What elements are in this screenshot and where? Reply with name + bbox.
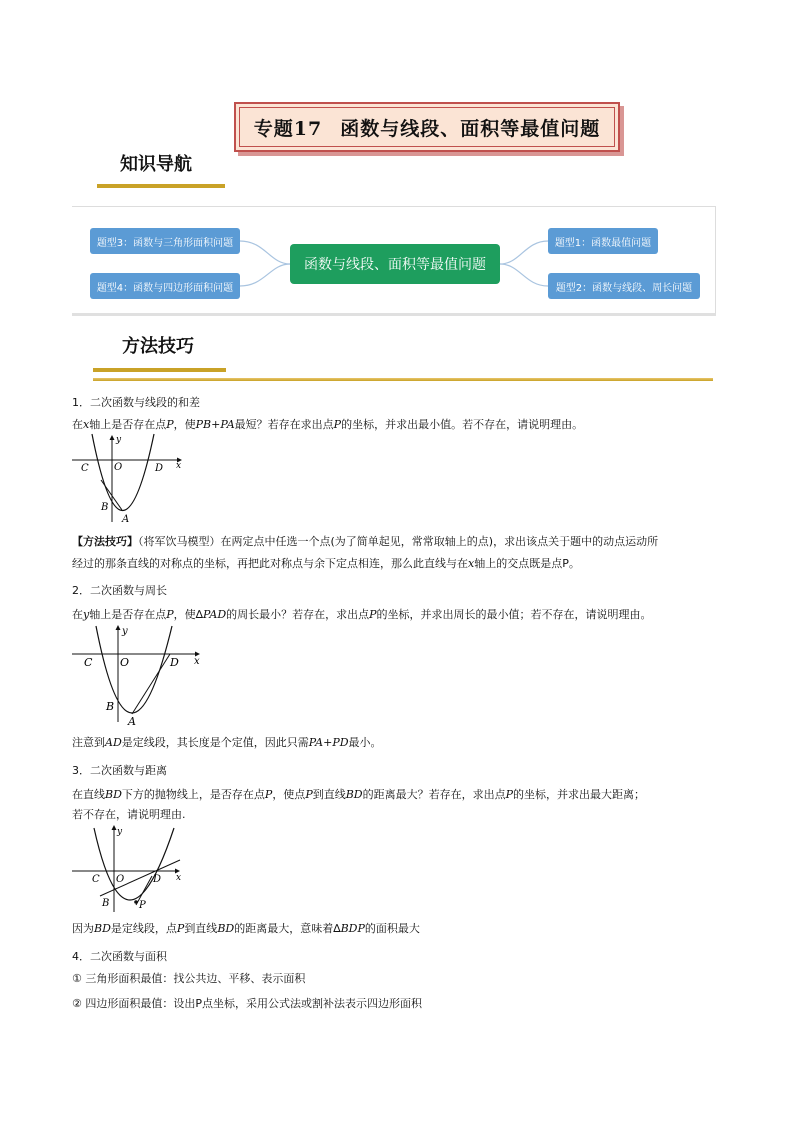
graph-label-B: B: [102, 898, 110, 909]
item-heading-1: 1．二次函数与线段的和差: [72, 396, 200, 409]
method-tip-line-1: 【方法技巧】（将军饮马模型）在两定点中任选一个点(为了简单起见，常常取轴上的点)，求出该点关于题中的动点运动所: [72, 535, 659, 548]
mindmap-node-type1[interactable]: 题型1：函数最值问题: [548, 228, 658, 254]
section-heading-nav: 知识导航: [120, 154, 192, 175]
graph-label-A: A: [128, 715, 136, 728]
graph-label-C: C: [81, 463, 89, 474]
mindmap-center-node[interactable]: 函数与线段、面积等最值问题: [290, 244, 500, 284]
item-heading-4: 4．二次函数与面积: [72, 950, 167, 963]
graph-label-x: x: [194, 656, 200, 667]
problem-3-line-1: 在直线BD下方的抛物线上，是否存在点P，使点P到直线BD的距离最大？若存在，求出点P的坐标，并求出最大距离；: [72, 788, 646, 801]
graph-label-C: C: [84, 656, 93, 669]
graph-3: [70, 822, 190, 914]
problem-3-line-2: 若不存在，请说明理由.: [72, 808, 186, 821]
bullet-quadrilateral-area: ② 四边形面积最值：设出P点坐标，采用公式法或割补法表示四边形面积: [72, 997, 422, 1010]
item-heading-3: 3．二次函数与距离: [72, 764, 167, 777]
graph-label-O: O: [120, 656, 130, 669]
graph-label-y: y: [116, 435, 122, 445]
graph-label-C: C: [92, 874, 100, 885]
graph-label-D: D: [155, 463, 164, 474]
graph-label-x: x: [176, 461, 182, 471]
graph-label-B: B: [106, 700, 115, 713]
bullet-triangle-area: ① 三角形面积最值：找公共边、平移、表示面积: [72, 972, 306, 985]
note-3-text: 因为BD是定线段，点P到直线BD的距离最大，意味着∆BDP的面积最大: [72, 922, 420, 935]
graph-label-O: O: [116, 874, 125, 885]
graph-label-A: A: [122, 514, 130, 525]
mindmap-node-type4[interactable]: 题型4：函数与四边形面积问题: [90, 273, 240, 299]
mindmap-node-type2[interactable]: 题型2：函数与线段、周长问题: [548, 273, 700, 299]
graph-label-P: P: [139, 900, 146, 911]
graph-label-x: x: [176, 873, 182, 883]
graph-label-O: O: [114, 462, 123, 473]
section-rule: [93, 378, 713, 381]
graph-label-D: D: [153, 874, 162, 885]
graph-label-B: B: [101, 502, 109, 513]
graph-2: [70, 622, 210, 728]
graph-label-y: y: [117, 827, 123, 837]
item-heading-2: 2．二次函数与周长: [72, 584, 167, 597]
problem-2-text: 在y轴上是否存在点P，使∆PAD的周长最小？若存在，求出点P的坐标，并求出周长的最小值；若不存在，请说明理由。: [72, 608, 652, 621]
note-2-text: 注意到AD是定线段，其长度是个定值，因此只需PA+PD最小。: [72, 736, 382, 749]
method-tip-line-2: 经过的那条直线的对称点的坐标，再把此对称点与余下定点相连，那么此直线与在x轴上的交点既是点P。: [72, 557, 580, 570]
mindmap-node-type3[interactable]: 题型3：函数与三角形面积问题: [90, 228, 240, 254]
graph-label-D: D: [170, 656, 179, 669]
section-underline: [93, 368, 226, 372]
section-heading-methods: 方法技巧: [122, 336, 194, 357]
graph-1: [70, 432, 195, 527]
problem-1-text: 在x轴上是否存在点P，使PB+PA最短？若存在求出点P的坐标，并求出最小值。若不存在，请说明理由。: [72, 418, 584, 431]
page-title: 专题17 函数与线段、面积等最值问题: [253, 117, 601, 140]
graph-label-y: y: [122, 626, 128, 637]
